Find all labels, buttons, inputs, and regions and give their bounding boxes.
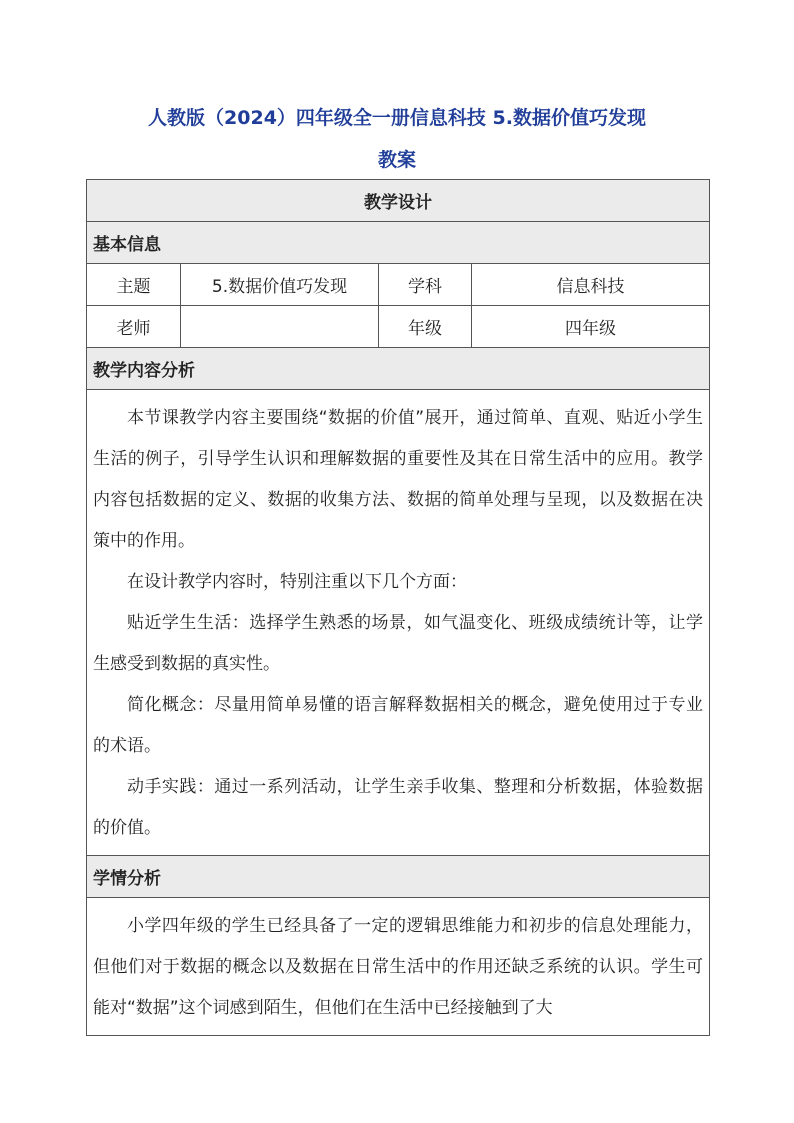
topic-label: 主题 <box>87 264 181 306</box>
section-learner-analysis: 学情分析 <box>87 856 710 898</box>
grade-label: 年级 <box>379 306 472 348</box>
teacher-value <box>181 306 379 348</box>
learner-analysis-body <box>87 898 710 1036</box>
teacher-label: 老师 <box>87 306 181 348</box>
content-paragraph: 简化概念：尽量用简单易懂的语言解释数据相关的概念，避免使用过于专业的术语。 <box>93 695 703 756</box>
topic-value: 5.数据价值巧发现 <box>181 264 379 306</box>
content-paragraph: 动手实践：通过一系列活动，让学生亲手收集、整理和分析数据，体验数据的价值。 <box>93 777 703 838</box>
subject-value: 信息科技 <box>472 264 710 306</box>
content-paragraph: 本节课教学内容主要围绕“数据的价值”展开，通过简单、直观、贴近小学生生活的例子，引导学生认识和理解数据的重要性及其在日常生活中的应用。教学内容包括数据的定义、数据的收集方法、数据的简单处理与呈现，以及数据在决策中的作用。 <box>93 408 703 551</box>
learner-paragraph: 小学四年级的学生已经具备了一定的逻辑思维能力和初步的信息处理能力，但他们对于数据的概念以及数据在日常生活中的作用还缺乏系统的认识。学生可能对“数据”这个词感到陌生，但他们在生活中已经接触到了大 <box>93 916 703 1018</box>
content-analysis-body <box>87 390 710 856</box>
subject-label: 学科 <box>379 264 472 306</box>
content-paragraph: 在设计教学内容时，特别注重以下几个方面： <box>127 572 467 592</box>
grade-value: 四年级 <box>472 306 710 348</box>
content-paragraph: 贴近学生生活：选择学生熟悉的场景，如气温变化、班级成绩统计等，让学生感受到数据的真实性。 <box>93 613 703 674</box>
table-row <box>87 264 710 306</box>
table-row <box>87 306 710 348</box>
lesson-plan-table <box>86 179 710 1036</box>
section-content-analysis: 教学内容分析 <box>87 348 710 390</box>
document-subtitle: 教案 <box>377 149 416 171</box>
table-header: 教学设计 <box>87 180 710 222</box>
section-basic-info: 基本信息 <box>87 222 710 264</box>
document-title: 人教版（2024）四年级全一册信息科技 5.数据价值巧发现 <box>148 107 646 129</box>
